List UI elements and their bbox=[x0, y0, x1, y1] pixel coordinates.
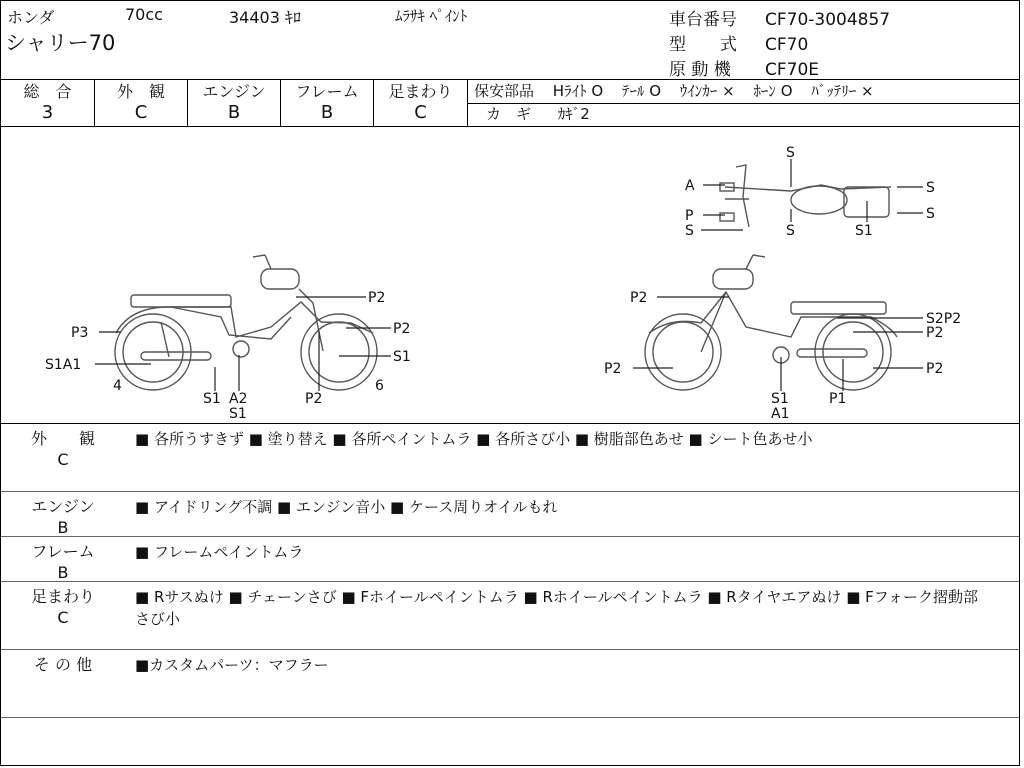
header bbox=[1, 1, 1019, 80]
top-label: P bbox=[685, 208, 694, 224]
grade-title: 総 合 bbox=[23, 82, 72, 101]
left-label: S1A1 bbox=[45, 357, 82, 373]
top-label: S bbox=[786, 223, 795, 239]
left-label: P3 bbox=[71, 325, 89, 341]
right-label: P2 bbox=[630, 290, 648, 306]
grade-title: 足まわり bbox=[388, 82, 453, 101]
top-label: S bbox=[926, 180, 935, 196]
model-name: シャリー70 bbox=[5, 31, 116, 55]
grade-title: エンジン bbox=[202, 82, 266, 101]
note-category-label: そ の 他 bbox=[33, 655, 93, 674]
left-label: 6 bbox=[375, 378, 384, 394]
grade-value: B bbox=[320, 102, 334, 123]
grade-frame bbox=[281, 80, 374, 126]
note-category-label: 外 観 bbox=[30, 429, 95, 448]
grade-suspension bbox=[374, 80, 468, 126]
grade-exterior bbox=[95, 80, 188, 126]
grade-title: 外 観 bbox=[116, 82, 165, 101]
grade-value: B bbox=[227, 102, 241, 123]
note-row-frame bbox=[1, 537, 1019, 582]
frame-number-row bbox=[669, 5, 890, 30]
note-category-label: 足まわり bbox=[30, 587, 95, 606]
left-label: P2 bbox=[368, 290, 386, 306]
safety-parts bbox=[468, 80, 1019, 104]
key-label: カ ギ bbox=[486, 105, 532, 123]
left-label: S1 bbox=[203, 391, 221, 407]
note-row-suspension bbox=[1, 582, 1019, 650]
part-taillight: ﾃｰﾙ O bbox=[621, 82, 662, 100]
top-view-drawing bbox=[720, 165, 891, 227]
part-battery: ﾊﾞｯﾃﾘｰ × bbox=[811, 82, 874, 100]
bike-diagram-svg bbox=[1, 127, 1019, 423]
type-row bbox=[669, 30, 808, 55]
type-label: 型 式 bbox=[669, 35, 737, 55]
top-label: S bbox=[926, 206, 935, 222]
note-row-engine bbox=[1, 492, 1019, 537]
note-row-exterior bbox=[1, 424, 1019, 492]
safety-parts-title: 保安部品 bbox=[474, 82, 535, 100]
left-label: S1 bbox=[393, 349, 411, 365]
right-label: S1 bbox=[771, 391, 789, 407]
mileage: 34403 ｷﾛ bbox=[229, 8, 301, 27]
note-category-grade: B bbox=[57, 563, 69, 582]
note-category bbox=[23, 541, 103, 583]
note-category-grade: B bbox=[57, 518, 69, 537]
note-category-label: フレーム bbox=[31, 542, 95, 561]
key-row bbox=[468, 103, 1019, 126]
right-label: P2 bbox=[926, 361, 944, 377]
right-label: P2 bbox=[604, 361, 622, 377]
grade-title: フレーム bbox=[295, 82, 359, 101]
grade-engine bbox=[188, 80, 281, 126]
note-category bbox=[23, 428, 103, 470]
note-text: ■カスタムパーツ：マフラー bbox=[135, 656, 329, 674]
right-bike-drawing bbox=[645, 255, 897, 390]
note-text: ■ 各所うすきず ■ 塗り替え ■ 各所ペイントムラ ■ 各所さび小 ■ 樹脂部色あせ ■ シート色あせ小 bbox=[135, 430, 813, 448]
note-category bbox=[23, 496, 103, 538]
note-row-other bbox=[1, 650, 1019, 718]
left-label: A2 bbox=[229, 391, 248, 407]
frame-number-label: 車台番号 bbox=[669, 10, 737, 30]
note-category-grade: C bbox=[57, 608, 69, 627]
key-value: ｶｷﾞ2 bbox=[557, 105, 590, 123]
left-label: S1 bbox=[229, 406, 247, 422]
note-text: ■ Rサスぬけ ■ チェーンさび ■ Fホイールペイントムラ ■ Rホイールペイントムラ ■ Rタイヤエアぬけ ■ Fフォーク摺動部さび小 bbox=[135, 588, 979, 628]
part-winker: ｳｲﾝｶｰ × bbox=[679, 82, 735, 100]
note-text: ■ アイドリング不調 ■ エンジン音小 ■ ケース周りオイルもれ bbox=[135, 498, 558, 516]
engine-row bbox=[669, 55, 819, 80]
note-text: ■ フレームペイントムラ bbox=[135, 543, 304, 561]
part-headlight: Hﾗｲﾄ O bbox=[552, 82, 604, 100]
left-bike-drawing bbox=[115, 255, 377, 390]
grade-value: C bbox=[414, 102, 427, 123]
left-label: 4 bbox=[113, 378, 122, 394]
top-label: S bbox=[786, 145, 795, 161]
notes-section bbox=[1, 424, 1019, 718]
frame-number: CF70-3004857 bbox=[765, 10, 891, 30]
color: ﾑﾗｻｷ ﾍﾟｲﾝﾄ bbox=[395, 7, 468, 25]
grade-bar bbox=[1, 80, 1019, 127]
grade-value: 3 bbox=[41, 102, 54, 123]
maker: ホンダ bbox=[7, 8, 55, 27]
right-label: P2 bbox=[926, 325, 944, 341]
note-category-grade: C bbox=[57, 450, 69, 469]
top-label: A bbox=[685, 178, 695, 194]
right-label: A1 bbox=[771, 406, 790, 422]
top-label: S bbox=[685, 223, 694, 239]
right-label: S2P2 bbox=[926, 311, 962, 327]
type-value: CF70 bbox=[765, 35, 809, 55]
engine-label: 原 動 機 bbox=[669, 60, 731, 80]
left-label: P2 bbox=[305, 391, 323, 407]
right-label: P1 bbox=[829, 391, 847, 407]
grade-value: C bbox=[134, 102, 148, 123]
top-label: S1 bbox=[855, 223, 873, 239]
left-label: P2 bbox=[393, 321, 411, 337]
engine-value: CF70E bbox=[765, 60, 820, 80]
damage-diagram bbox=[1, 127, 1019, 424]
note-category-label: エンジン bbox=[31, 497, 95, 516]
grade-overall bbox=[1, 80, 95, 126]
displacement: 70cc bbox=[125, 5, 163, 24]
part-horn: ﾎｰﾝ O bbox=[753, 82, 793, 100]
note-category bbox=[23, 654, 103, 675]
note-category bbox=[23, 586, 103, 628]
